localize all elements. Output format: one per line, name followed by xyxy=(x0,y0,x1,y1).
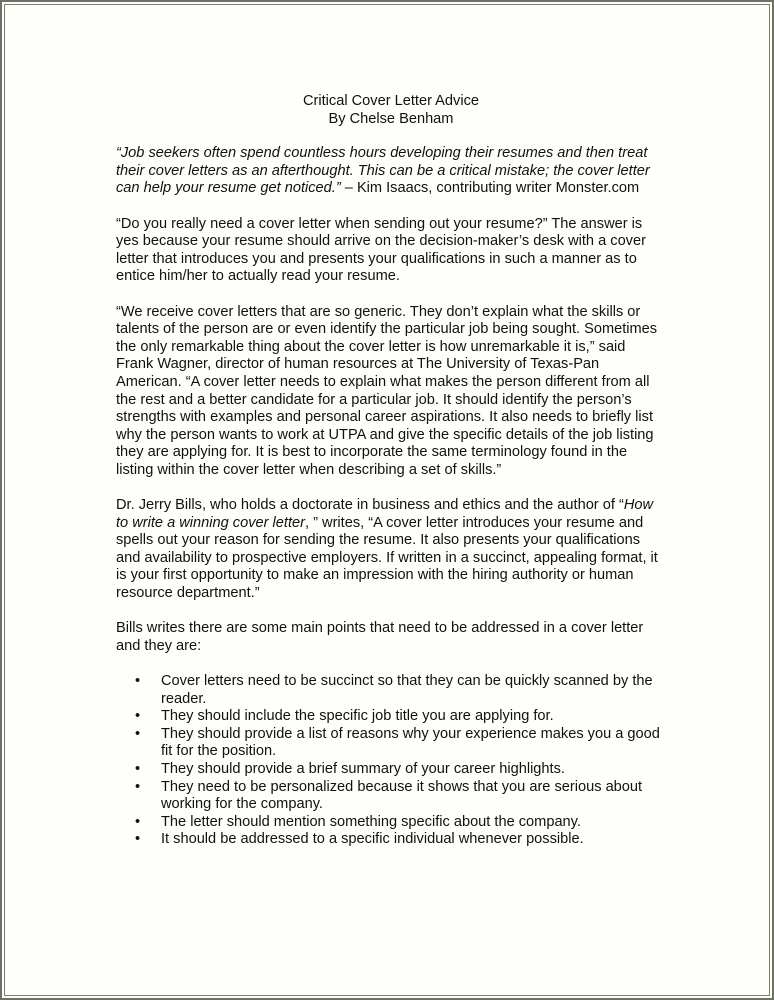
list-item xyxy=(135,673,666,708)
list-item-text: It should be addressed to a specific individual whenever possible. xyxy=(161,831,584,848)
list-item xyxy=(135,778,666,814)
list-item-text: Cover letters need to be succinct so that they can be quickly scanned by the reader. xyxy=(161,673,653,707)
opening-quote xyxy=(116,145,666,198)
document-title: Critical Cover Letter Advice xyxy=(302,93,479,109)
list-item-text: They should provide a brief summary of your career highlights. xyxy=(161,760,565,777)
bills-intro: Dr. Jerry Bills, who holds a doctorate in business and ethics and the author of “ xyxy=(116,497,624,514)
bullet-icon: • xyxy=(135,778,141,795)
list-item xyxy=(135,831,666,849)
paragraph: “Do you really need a cover letter when sending out your resume?” The answer is yes because your resume should arrive on the decision-maker’s desk with a cover letter that introduces you and presents your qualifications in such a manner as to entice him/her to actually read your resume. xyxy=(116,215,646,285)
points-list xyxy=(116,673,666,849)
points-intro: Bills writes there are some main points that need to be addressed in a cover letter and they are: xyxy=(116,620,644,654)
bullet-icon: • xyxy=(135,673,141,689)
paragraph: “We receive cover letters that are so generic. They don’t explain what the skills or talents of the person are or even identify the particular job being sought. Sometimes the only remarkable thing about the cover letter is how unremarkable it is,” said Frank Wagner, director of human resources at The University of Texas-Pan American. “A cover letter needs to explain what makes the person different from all the rest and a better candidate for a particular job. It should identify the person’s strengths with examples and personal career aspirations. It also needs to briefly list why the person wants to work at UTPA and give the specific details of the job listing they are applying for. It is best to incorporate the same terminology found in the listing within the cover letter when describing a set of skills.” xyxy=(116,303,658,478)
list-item-text: They need to be personalized because it shows that you are serious about working for the company. xyxy=(161,778,643,813)
list-item-text: The letter should mention something specific about the company. xyxy=(161,813,581,830)
bullet-icon: • xyxy=(135,760,141,777)
bills-rest: , ” writes, “A cover letter introduces your resume and spells out your reason for sending the resume. It also presents your qualifications and availability to prospective employers. If written in a succinct, appealing format, it is your first opportunity to make an impression with the hiring authority or human resource department.” xyxy=(116,514,658,602)
list-item xyxy=(135,708,666,726)
list-item-text: They should provide a list of reasons why your experience makes you a good fit for the position. xyxy=(161,725,660,760)
bills-paragraph xyxy=(116,497,666,603)
document-byline: By Chelse Benham xyxy=(328,110,454,127)
title-block xyxy=(116,93,666,128)
list-item xyxy=(135,725,666,761)
book-title: How to write a winning cover letter xyxy=(116,497,654,531)
document-page xyxy=(116,93,666,849)
quote-text: “Job seekers often spend countless hours developing their resumes and then treat their cover letters as an afterthought. This can be a critical mistake; the cover letter can help your resume get noticed.” xyxy=(116,145,650,197)
list-item-text: They should include the specific job title you are applying for. xyxy=(161,708,554,725)
list-item xyxy=(135,760,666,779)
bullet-icon: • xyxy=(135,725,141,742)
list-item xyxy=(135,813,666,832)
bullet-icon: • xyxy=(135,813,141,830)
bullet-icon: • xyxy=(135,831,141,848)
bullet-icon: • xyxy=(135,708,141,725)
quote-attribution: – Kim Isaacs, contributing writer Monster.com xyxy=(340,180,640,197)
